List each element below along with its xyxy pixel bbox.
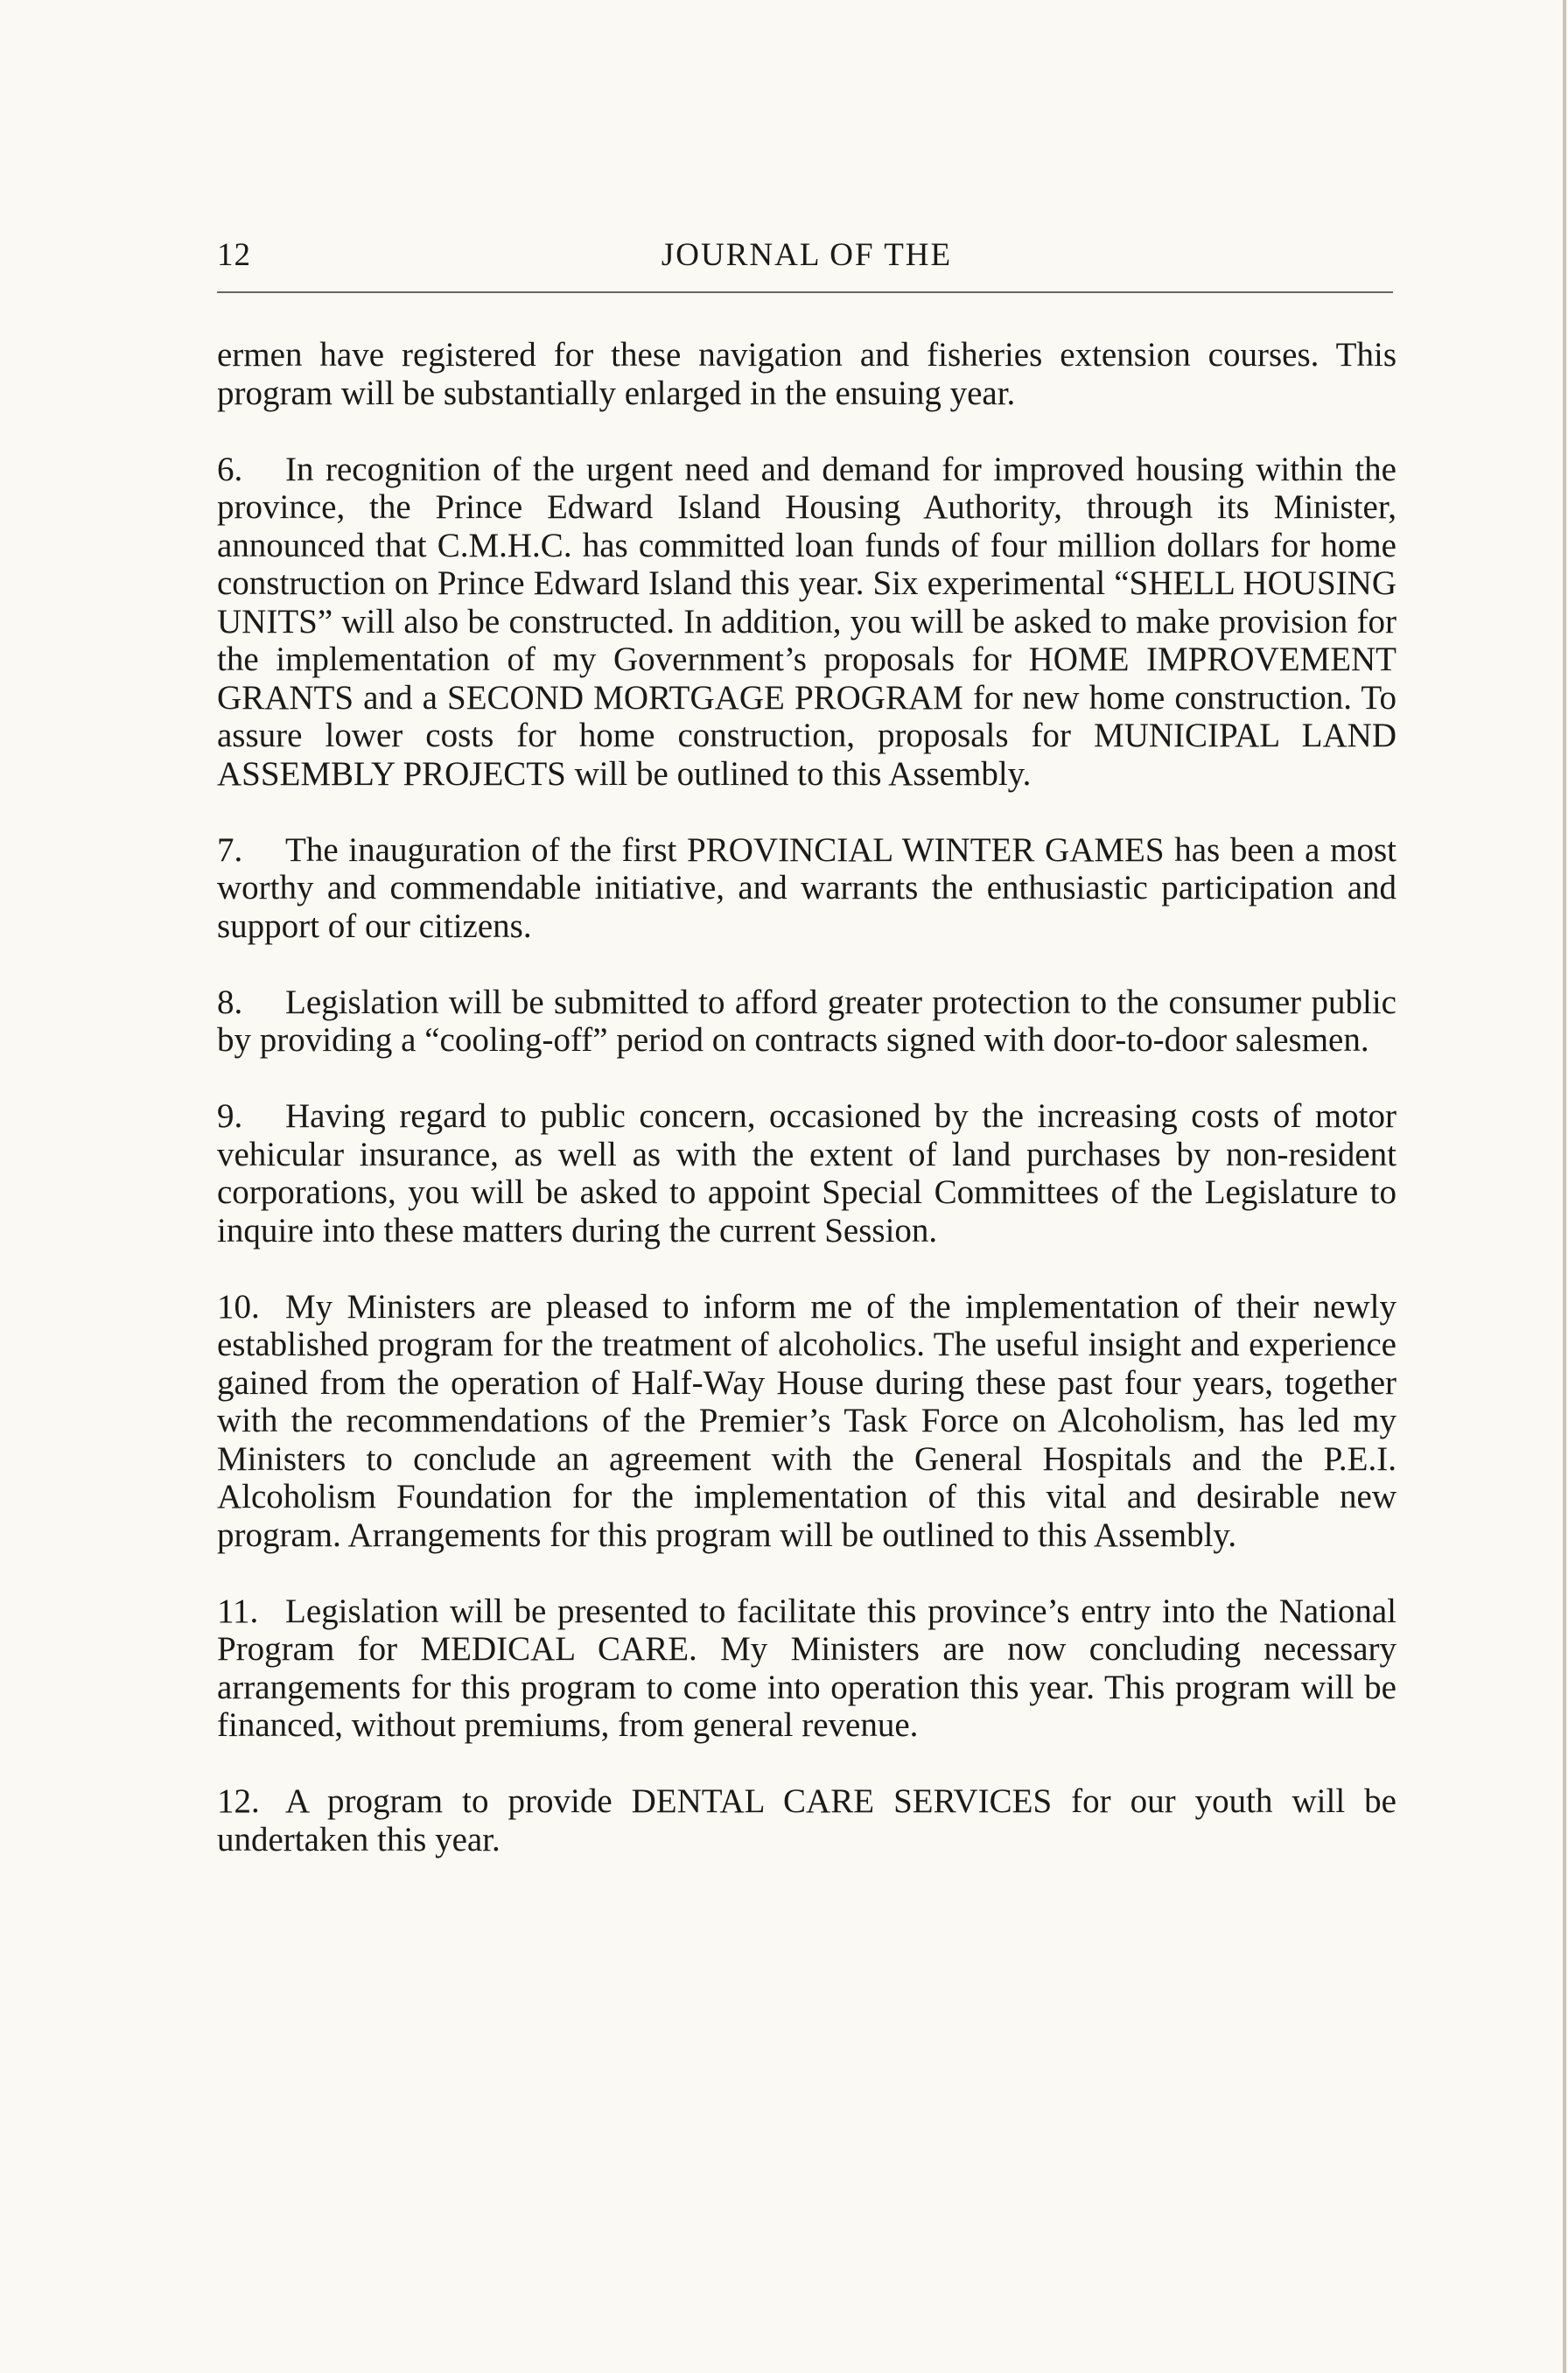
header-rule [217,291,1393,293]
page-number: 12 [217,237,251,273]
paragraph-12 [217,1782,1396,1858]
paragraph-text: My Ministers are pleased to inform me of the implementation of their newly established program for the treatment of alcoholics. The useful insight and experience gained from the operation of Half-Way House during these past four years, together with the recommendations of the Premier’s Task Force on Alcoholism, has led my Ministers to conclude an agreement with the General Hospitals and the P.E.I. Alcoholism Foundation for the implementation of this vital and desirable new program. Arrangements for this program will be outlined to this Assembly. [217,1287,1396,1554]
page-edge-line [1563,0,1566,2373]
paragraph-6 [217,451,1396,794]
paragraph-number: 11. [217,1592,259,1630]
paragraph-number: 10. [217,1287,260,1326]
paragraph-text: Having regard to public concern, occasioned by the increasing costs of motor vehicular insurance, as well as with the extent of land purchases by non-resident corporations, you will be asked to appoint Special Committees of the Legislature to inquire into these matters during the current Session. [217,1097,1396,1250]
paragraph-text: ermen have registered for these navigation and fisheries extension courses. This program will be substantially enlarged in the ensuing year. [217,336,1396,412]
paragraph-text: Legislation will be presented to facilitate this province’s entry into the National Program for MEDICAL CARE. My Ministers are now concluding necessary arrangements for this program to come into operation this year. This program will be financed, without premiums, from general revenue. [217,1592,1396,1744]
paragraph-10 [217,1288,1396,1555]
page-body [217,336,1396,1897]
paragraph-number: 7. [217,830,243,869]
paragraph-9 [217,1097,1396,1250]
paragraph-number: 12. [217,1782,260,1820]
paragraph-number: 6. [217,450,243,488]
paragraph-text: In recognition of the urgent need and demand for improved housing within the province, the Prince Edward Island Housing Authority, through its Minister, announced that C.M.H.C. has committed loan funds of four million dollars for home construction on Prince Edward Island this year. Six experimental “SHELL HOUSING UNITS” will also be constructed. In addition, you will be asked to make provision for the implementation of my Government’s proposals for HOME IMPROVEMENT GRANTS and a SECOND MORTGAGE PROGRAM for new home construction. To assure lower costs for home construction, proposals for MUNICIPAL LAND ASSEMBLY PROJECTS will be outlined to this Assembly. [217,450,1396,793]
paragraph-text: A program to provide DENTAL CARE SERVICES for our youth will be undertaken this year. [217,1782,1396,1858]
paragraph-number: 8. [217,983,243,1021]
paragraph-text: The inauguration of the first PROVINCIAL WINTER GAMES has been a most worthy and commendable initiative, and warrants the enthusiastic participation and support of our citizens. [217,830,1396,945]
paragraph-text: Legislation will be submitted to afford greater protection to the consumer public by providing a “cooling-off” period on contracts signed with door-to-door salesmen. [217,983,1396,1059]
running-head: JOURNAL OF THE [661,237,953,273]
paragraph-11 [217,1592,1396,1745]
paragraph-number: 9. [217,1097,243,1135]
paragraph-8 [217,984,1396,1060]
paragraph-continued [217,336,1396,412]
page-header [217,236,1396,289]
paragraph-7 [217,831,1396,946]
